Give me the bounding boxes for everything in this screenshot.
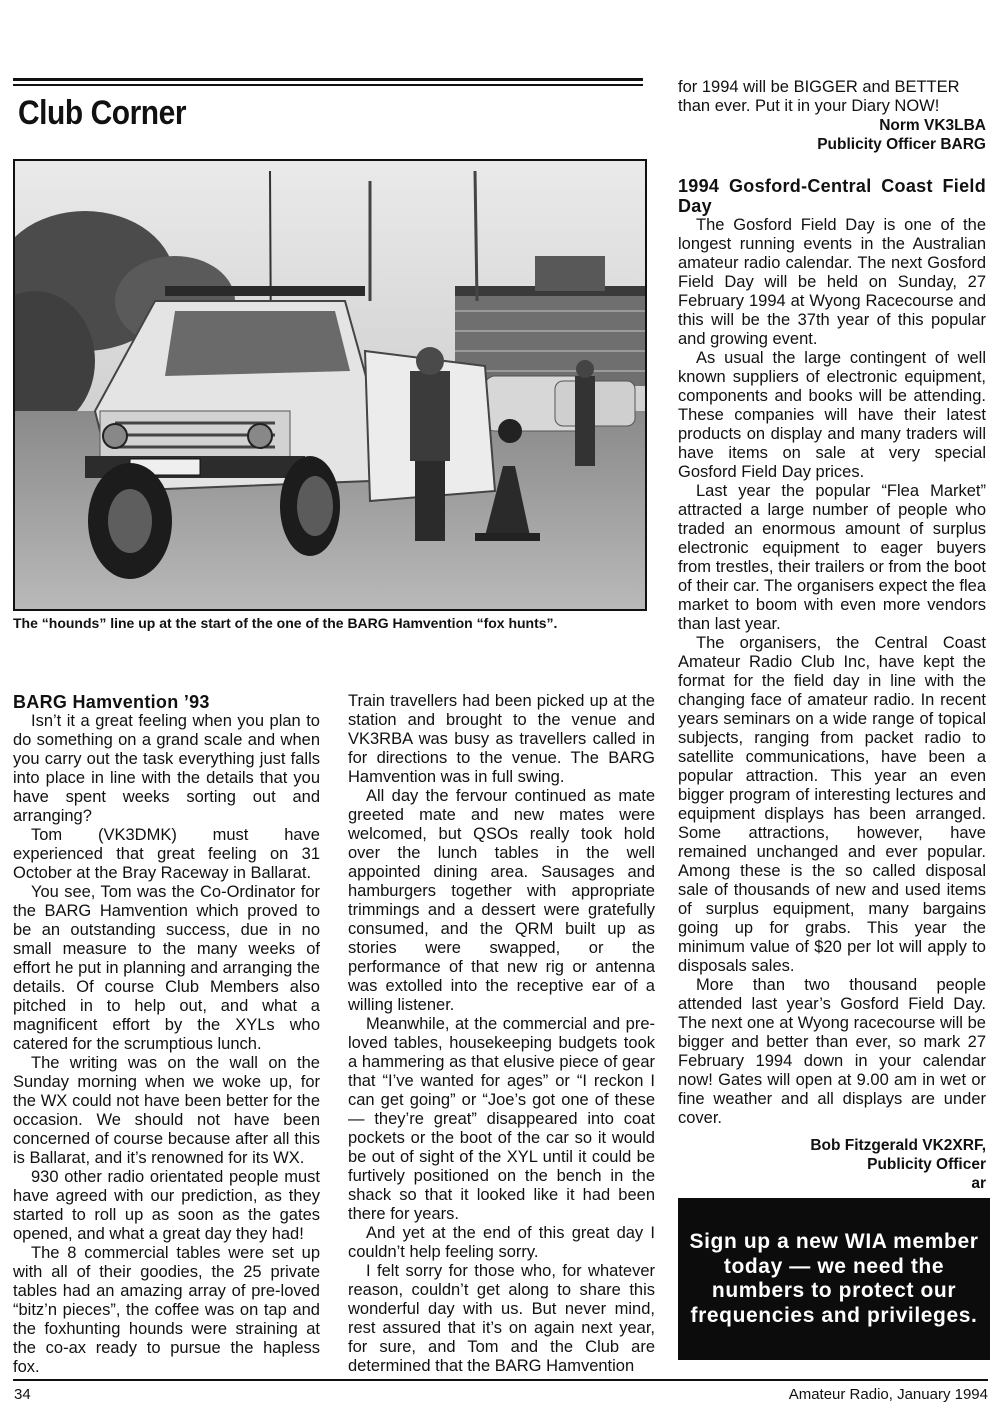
photo-caption: The “hounds” line up at the start of the one of the BARG Hamvention “fox hunts”. (13, 615, 558, 631)
article-gosford-paragraph: As usual the large contingent of well known suppliers of electronic equipment, components and books will be attending. These companies will have their latest products on display and many traders will have items on sale at very special Gosford Field Day prices. (678, 349, 986, 481)
header-rule-top (13, 78, 643, 81)
page-title: Club Corner (18, 94, 187, 132)
article-barg-paragraph: Meanwhile, at the commercial and pre-loved tables, housekeeping budgets took a hammering as that elusive piece of gear that “I’ve wanted for ages” or “I reckon I can get going” or “Joe’s got one of these — they’re great” disappeared into coat pockets or the boot of the car so it would be out of sight of the XYL until it could be furtively positioned on the bench in the shack so that it looked like it had been there for years. (348, 1015, 655, 1223)
article-barg-paragraph: I felt sorry for those who, for whatever reason, couldn’t get along to share this wonderful day with us. But never mind, rest assured that it’s on again next year, for sure, and Tom and the Club are determined that the BARG Hamvention (348, 1262, 655, 1375)
signature-name: Bob Fitzgerald VK2XRF, (810, 1137, 986, 1154)
photo-fox-hunt-vehicles (13, 159, 647, 611)
end-mark: ar (971, 1175, 986, 1192)
article-gosford-signature (678, 1136, 986, 1193)
article-gosford-title: 1994 Gosford-Central Coast Field Day (678, 176, 986, 216)
article-barg-paragraph: Isn’t it a great feeling when you plan to do something on a grand scale and when you carry out the task everything just falls into place in line with the details that you have spent weeks sorting out and arranging? (13, 712, 320, 825)
article-barg-paragraph: The writing was on the wall on the Sunday morning when we woke up, for the WX could not have been better for the occasion. We should not have been concerned of course because after all this is Ballarat, and it’s renowned for its WX. (13, 1054, 320, 1167)
publication-info: Amateur Radio, January 1994 (788, 1386, 988, 1403)
page-number: 34 (14, 1386, 31, 1403)
article-gosford-paragraph: More than two thousand people attended last year’s Gosford Field Day. The next one at Wyong racecourse will be bigger and better than ever, so mark 27 February 1994 down in your calendar now! Gates will open at 9.00 am in wet or fine weather and all displays are under cover. (678, 976, 986, 1127)
signature-role: Publicity Officer (867, 1156, 986, 1173)
article-barg-title: BARG Hamvention ’93 (13, 692, 210, 712)
wia-membership-banner (678, 1198, 990, 1360)
banner-text: Sign up a new WIA member today — we need the numbers to protect our frequencies and privileges. (689, 1230, 979, 1327)
column-3 (678, 78, 986, 1193)
article-barg-paragraph: You see, Tom was the Co-Ordinator for the BARG Hamvention which proved to be an outstanding success, due in no small measure to the many weeks of effort he put in planning and arranging the details. Of course Club Members also pitched in to help out, and what a magnificent effort by the XYLs who catered for the scrumptious lunch. (13, 883, 320, 1053)
article-gosford-paragraph: The organisers, the Central Coast Amateur Radio Club Inc, have kept the format for the field day in line with the changing face of amateur radio. In recent years seminars on a wide range of topical subjects, ranging from packet radio to satellite communications, have been a popular attraction. This year an even bigger program of interesting lectures and equipment displays has been arranged. Some attractions, however, have remained unchanged and ever popular. Among these is the so called disposal sale of thousands of new and used items of surplus equipment, many bargains going up for grabs. This year the minimum value of $20 per lot will apply to disposals sales. (678, 634, 986, 975)
photo-illustration (15, 161, 645, 609)
column-2 (348, 692, 655, 1376)
article-barg-paragraph: 930 other radio orientated people must have agreed with our prediction, as they started to roll up as soon as the gates opened, and what a great day they had! (13, 1168, 320, 1243)
column-1 (13, 692, 320, 1377)
article-barg-signature (678, 116, 986, 154)
header-rule-second (13, 84, 643, 86)
signature-role: Publicity Officer BARG (817, 136, 986, 153)
signature-name: Norm VK3LBA (879, 117, 986, 134)
article-gosford-paragraph: The Gosford Field Day is one of the longest running events in the Australian amateur radio calendar. The next Gosford Field Day will be held on Sunday, 27 February 1994 at Wyong Racecourse and this will be the 37th year of this popular and growing event. (678, 216, 986, 348)
article-barg-paragraph: All day the fervour continued as mate greeted mate and new mates were welcomed, but QSOs really took hold over the lunch tables in the well appointed dining area. Sausages and hamburgers together with appropriate trimmings and a dessert were gratefully consumed, and the QRM built up as stories were swapped, or the performance of that new rig or antenna was extolled into the receptive ear of a willing listener. (348, 787, 655, 1014)
article-barg-paragraph: The 8 commercial tables were set up with all of their goodies, the 25 private tables had an amazing array of pre-loved “bitz’n pieces”, the coffee was on tap and the foxhunting hounds were straining at the co-ax ready to pursue the hapless fox. (13, 1244, 320, 1376)
article-barg-paragraph: And yet at the end of this great day I couldn’t help feeling sorry. (348, 1224, 655, 1261)
article-barg-paragraph: Tom (VK3DMK) must have experienced that great feeling on 31 October at the Bray Raceway in Ballarat. (13, 826, 320, 882)
footer-rule (13, 1379, 988, 1381)
article-barg-paragraph: for 1994 will be BIGGER and BETTER than ever. Put it in your Diary NOW! (678, 78, 960, 115)
article-gosford-paragraph: Last year the popular “Flea Market” attracted a large number of people who traded an enormous amount of surplus electronic equipment to eager buyers from trestles, their trailers or from the boot of their car. The organisers expect the flea market to boom with even more vendors than last year. (678, 482, 986, 633)
article-barg-paragraph: Train travellers had been picked up at the station and brought to the venue and VK3RBA was busy as travellers called in for directions to the venue. The BARG Hamvention was in full swing. (348, 692, 655, 786)
